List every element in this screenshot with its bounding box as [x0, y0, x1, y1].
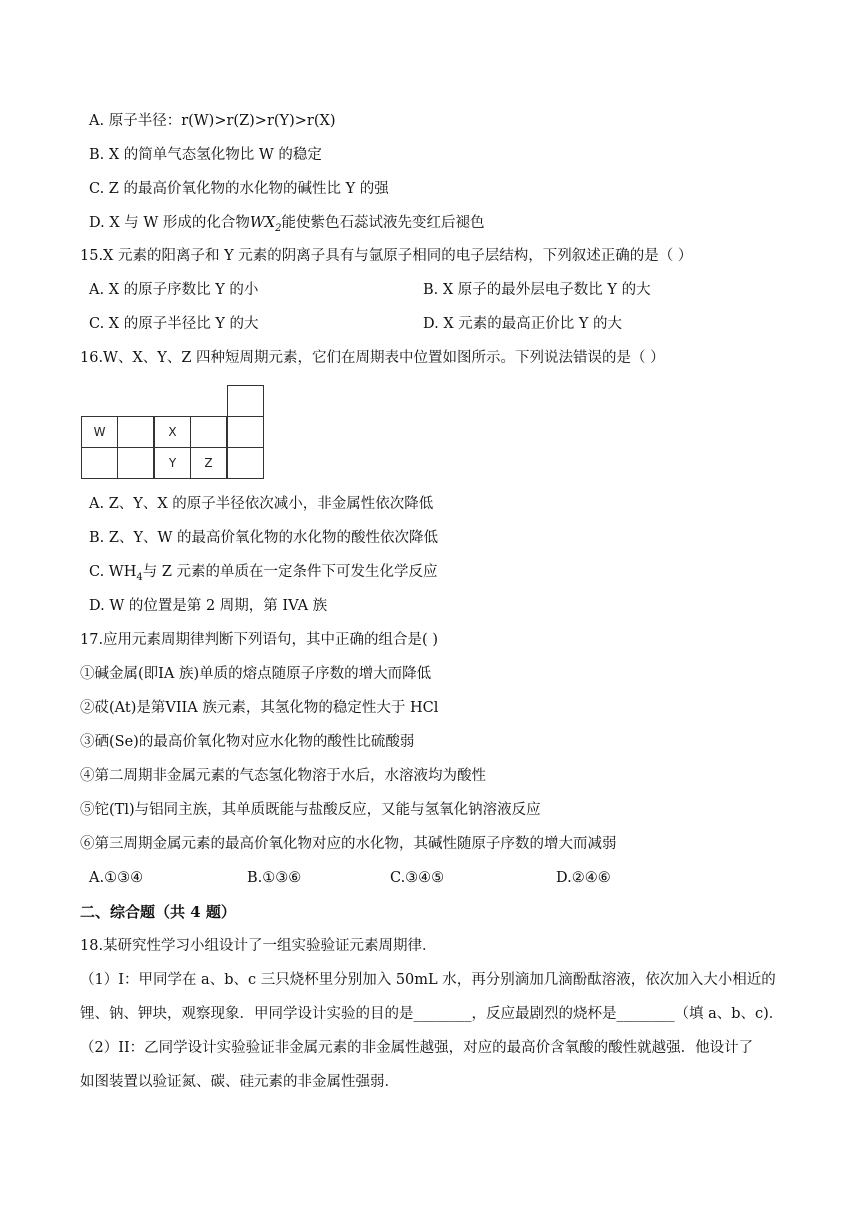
- q17-item-2: ②砹(At)是第VIIA 族元素，其氢化物的稳定性大于 HCl: [80, 700, 439, 716]
- q17-item-5: ⑤铊(Tl)与铝同主族，其单质既能与盐酸反应，又能与氢氧化钠溶液反应: [80, 802, 541, 818]
- q17-item-3: ③硒(Se)的最高价氧化物对应水化物的酸性比硫酸弱: [80, 734, 415, 750]
- q16-stem: 16.W、X、Y、Z 四种短周期元素，它们在周期表中位置如图所示。下列说法错误的是（ ）: [80, 350, 665, 366]
- q14-option-c: C. Z 的最高价氧化物的水化物的碱性比 Y 的强: [89, 181, 389, 197]
- table-cell: [117, 447, 154, 479]
- q14-option-b: B. X 的简单气态氢化物比 W 的稳定: [89, 147, 322, 163]
- q14-option-d-formula: [249, 215, 282, 234]
- q16-option-c-subscript: 4: [136, 571, 143, 583]
- q16-option-d: D. W 的位置是第 2 周期，第 IVA 族: [89, 598, 328, 614]
- q18-part1-line1: （1）I：甲同学在 a、b、c 三只烧杯里分别加入 50mL 水，再分别滴加几滴酚酞溶液，依次加入大小相近的: [80, 972, 776, 988]
- q17-item-6: ⑥第三周期金属元素的最高价氧化物对应的水化物，其碱性随原子序数的增大而减弱: [80, 836, 617, 852]
- q16-option-b: B. Z、Y、W 的最高价氧化物的水化物的酸性依次降低: [89, 530, 439, 546]
- q17-option-c: C.③④⑤: [390, 870, 445, 886]
- periodic-table-figure: [81, 385, 266, 479]
- q15-option-c: C. X 的原子半径比 Y 的大: [89, 316, 259, 332]
- q16-option-a: A. Z、Y、X 的原子半径依次减小，非金属性依次降低: [89, 496, 434, 512]
- q17-option-b: B.①③⑥: [247, 870, 302, 886]
- q18-stem: 18.某研究性学习小组设计了一组实验验证元素周期律．: [80, 938, 437, 954]
- q17-stem: 17.应用元素周期律判断下列语句，其中正确的组合是( ): [80, 632, 438, 648]
- table-cell-top: [227, 385, 264, 417]
- q14-option-a: A. 原子半径：r(W)>r(Z)>r(Y)>r(X): [89, 113, 336, 129]
- q15-stem: 15.X 元素的阳离子和 Y 元素的阴离子具有与氩原子相同的电子层结构，下列叙述正确的是（ ）: [80, 248, 693, 264]
- q15-option-b: B. X 原子的最外层电子数比 Y 的大: [423, 282, 651, 298]
- q16-option-c-suffix: 与 Z 元素的单质在一定条件下可发生化学反应: [142, 564, 438, 580]
- table-cell-x: X: [154, 416, 191, 448]
- section-heading: 二、综合题（共 4 题）: [80, 903, 236, 921]
- q17-item-1: ①碱金属(即IA 族)单质的熔点随原子序数的增大而降低: [80, 666, 432, 682]
- formula-subscript: 2: [275, 222, 282, 234]
- formula-main: WX: [249, 215, 276, 231]
- q17-option-a: A.①③④: [89, 870, 144, 886]
- q14-option-d-prefix: D. X 与 W 形成的化合物: [89, 215, 250, 231]
- table-cell-z: Z: [190, 447, 227, 479]
- table-cell: [190, 416, 227, 448]
- table-cell: [227, 447, 264, 479]
- q16-option-c: [89, 562, 438, 588]
- table-cell: [117, 416, 154, 448]
- q18-part1-line2: 锂、钠、钾块，观察现象．甲同学设计实验的目的是________，反应最剧烈的烧杯是________（填 a、b、c)．: [80, 1006, 784, 1022]
- q14-option-d: [89, 213, 485, 239]
- q17-option-d: D.②④⑥: [556, 870, 611, 886]
- q16-option-c-prefix: C. WH: [89, 564, 137, 580]
- q14-option-d-suffix: 能使紫色石蕊试液先变红后褪色: [281, 215, 485, 231]
- table-cell-w: W: [81, 416, 118, 448]
- q17-item-4: ④第二周期非金属元素的气态氢化物溶于水后，水溶液均为酸性: [80, 768, 486, 784]
- q18-part2-line1: （2）II：乙同学设计实验验证非金属元素的非金属性越强，对应的最高价含氧酸的酸性就越强．他设计了: [80, 1040, 754, 1056]
- q18-part2-line2: 如图装置以验证氮、碳、硅元素的非金属性强弱．: [80, 1074, 399, 1090]
- q15-option-d: D. X 元素的最高正价比 Y 的大: [423, 316, 623, 332]
- q15-option-a: A. X 的原子序数比 Y 的小: [89, 282, 259, 298]
- table-cell: [227, 416, 264, 448]
- table-cell: [81, 447, 118, 479]
- table-cell-y: Y: [154, 447, 191, 479]
